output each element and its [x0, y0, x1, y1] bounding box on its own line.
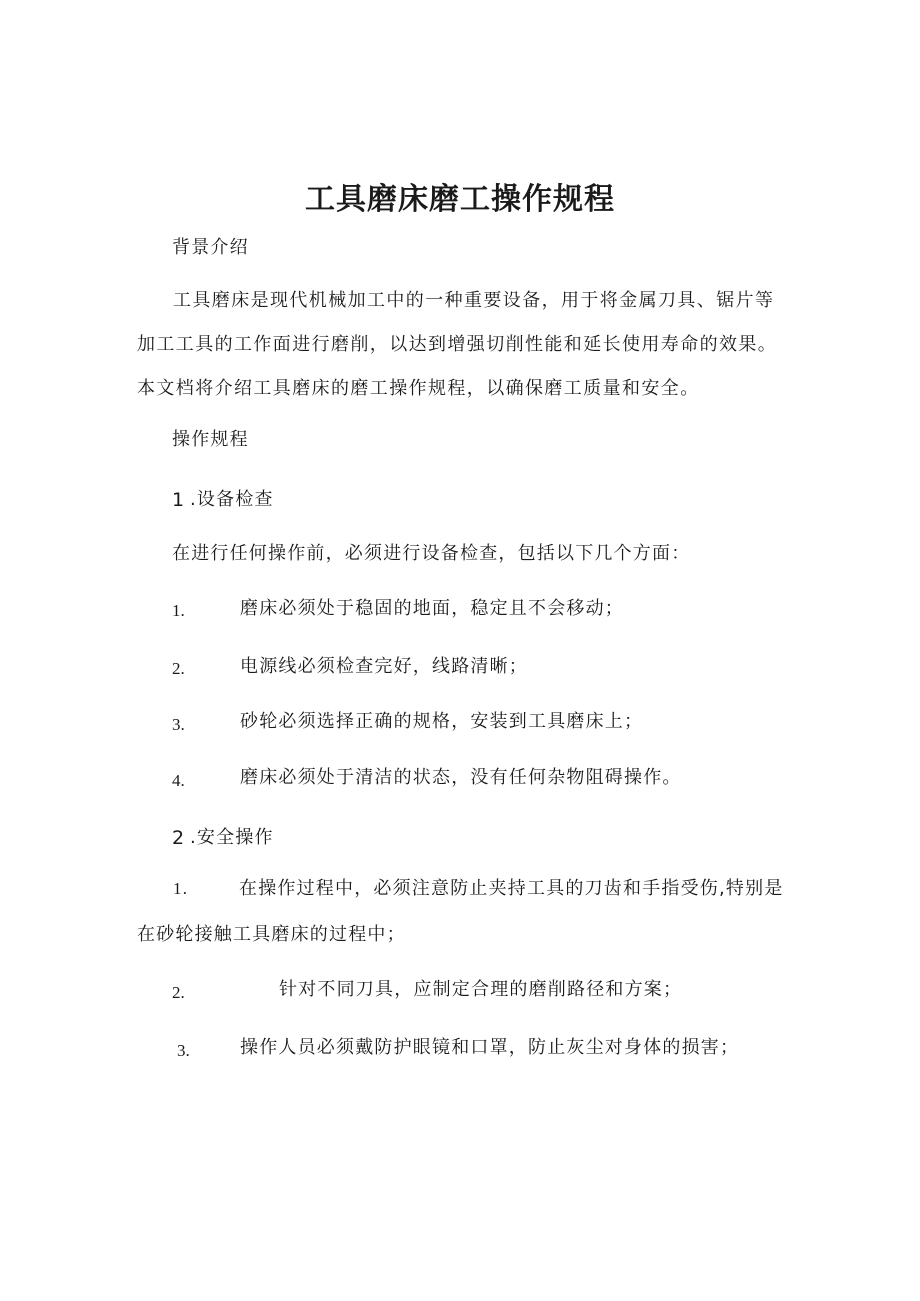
section2-item3-text: 操作人员必须戴防护眼镜和口罩，防止灰尘对身体的损害； [240, 1037, 740, 1058]
section2-title: .安全操作 [190, 827, 274, 848]
procedure-heading: 操作规程 [172, 429, 249, 450]
background-heading: 背景介绍 [172, 237, 249, 258]
section2-item1-number: 1. [173, 879, 189, 898]
section1-item3-number: 3. [172, 715, 185, 734]
section2-number: 2 [172, 827, 185, 849]
section1-item4-number: 4. [172, 771, 185, 790]
document-title: 工具磨床磨工操作规程 [305, 182, 615, 217]
section1-item4-text: 磨床必须处于清洁的状态，没有任何杂物阻碍操作。 [240, 767, 682, 788]
intro-paragraph: 工具磨床是现代机械加工中的一种重要设备，用于将金属刀具、锯片等加工工具的工作面进行磨削，以达到增强切削性能和延长使用寿命的效果。本文档将介绍工具磨床的磨工操作规程，以确保磨工质量和安全。 [137, 290, 778, 399]
section1-number: 1 [172, 489, 185, 511]
section1-item2-text: 电源线必须检查完好，线路清晰； [240, 656, 528, 677]
section2-item2-number: 2. [172, 983, 185, 1002]
section2-item3-number: 3. [177, 1041, 190, 1060]
section1-lead: 在进行任何操作前，必须进行设备检查，包括以下几个方面： [172, 543, 691, 564]
section1-item1-number: 1. [172, 601, 185, 620]
section2-item2-text: 针对不同刀具，应制定合理的磨削路径和方案； [279, 979, 683, 1000]
section2-item1-text: 在操作过程中，必须注意防止夹持工具的刀齿和手指受伤,特别是在砂轮接触工具磨床的过程中； [137, 878, 784, 945]
section1-item3-text: 砂轮必须选择正确的规格，安装到工具磨床上； [240, 711, 644, 732]
section1-item1-text: 磨床必须处于稳固的地面，稳定且不会移动； [240, 598, 624, 619]
section1-item2-number: 2. [172, 659, 185, 678]
section2-item1 [137, 866, 797, 958]
section1-title: .设备检查 [190, 489, 274, 510]
